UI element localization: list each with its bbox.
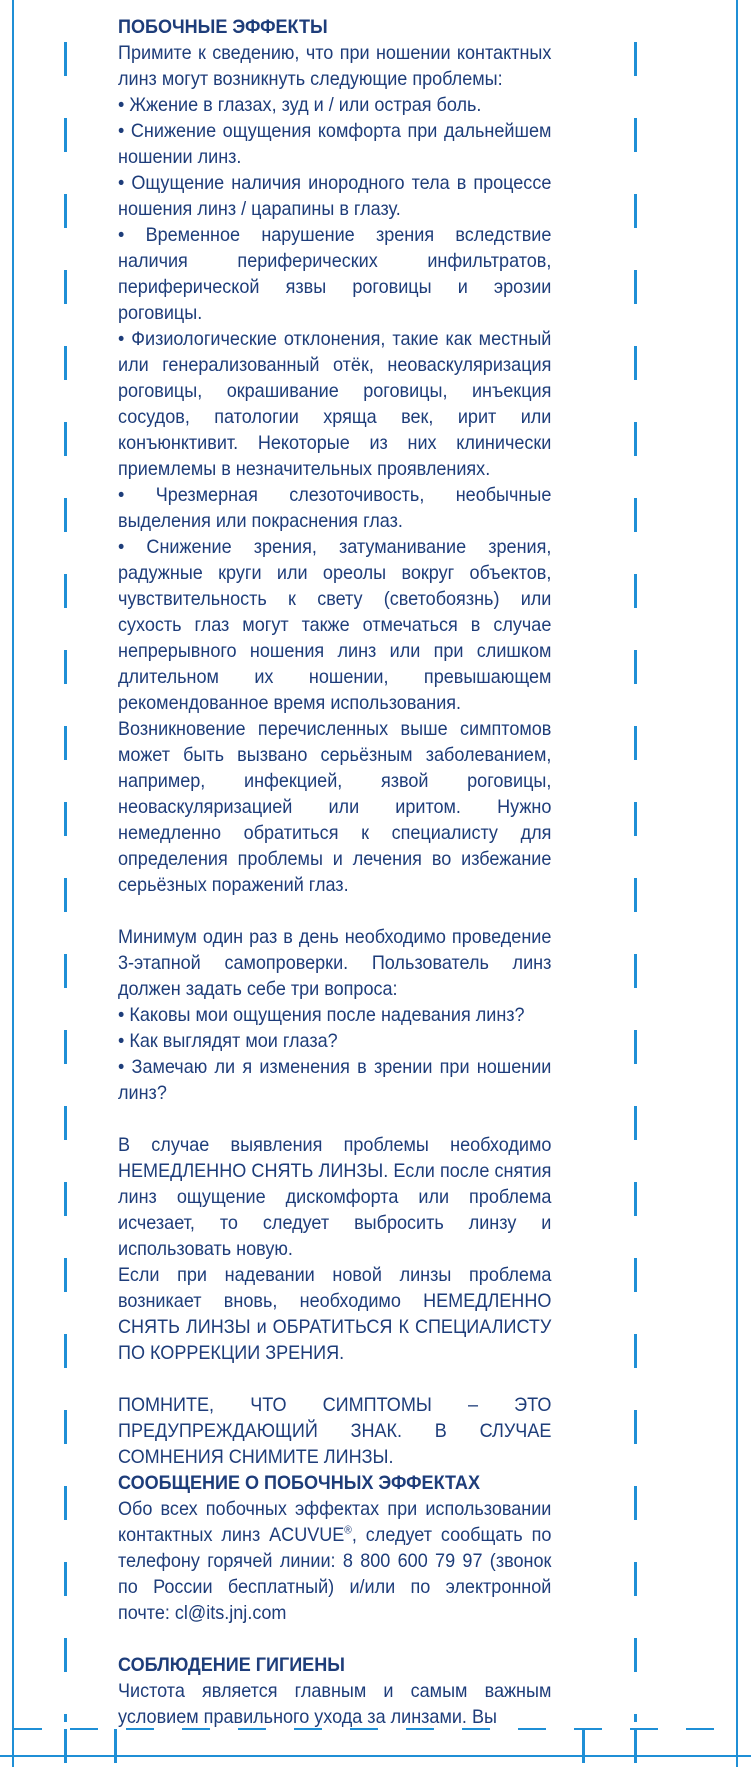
registered-mark: ® <box>344 1524 352 1537</box>
frame-line-left <box>12 0 14 1767</box>
reporting-text <box>118 1496 551 1626</box>
reporting-heading: СООБЩЕНИЕ О ПОБОЧНЫХ ЭФФЕКТАХ <box>118 1472 480 1494</box>
trim-mark <box>114 1729 117 1763</box>
side-effects-heading: ПОБОЧНЫЕ ЭФФЕКТЫ <box>118 16 328 38</box>
self-check-question: • Как выглядят мои глаза? <box>118 1030 338 1052</box>
fold-mark-right-vertical <box>634 42 637 1722</box>
problem-action-paragraph: В случае выявления проблемы необходимо НЕМЕДЛЕННО СНЯТЬ ЛИНЗЫ. Если после снятия линз ощущение дискомфорта или проблема исчезает, то следует выбросить линзу и использовать новую. <box>118 1134 552 1260</box>
side-effect-item: • Жжение в глазах, зуд и / или острая боль. <box>118 94 482 116</box>
fold-mark-left-vertical <box>64 42 67 1722</box>
trim-mark <box>634 1729 637 1763</box>
leaflet-text <box>118 14 551 1730</box>
problem-action-paragraph: Если при надевании новой линзы проблема возникает вновь, необходимо НЕМЕДЛЕННО СНЯТЬ ЛИНЗЫ и ОБРАТИТЬСЯ К СПЕЦИАЛИСТУ ПО КОРРЕКЦИИ ЗРЕНИЯ. <box>118 1264 552 1364</box>
side-effect-item: • Физиологические отклонения, такие как местный или генерализованный отёк, неоваскуляризация роговицы, окрашивание роговицы, инъекция сосудов, патологии хряща век, ирит или конъюнктивит. Некоторые из них клинически приемлемы в незначительных проявлениях. <box>118 328 552 480</box>
reminder-text: ПОМНИТЕ, ЧТО СИМПТОМЫ – ЭТО ПРЕДУПРЕЖДАЮЩИЙ ЗНАК. В СЛУЧАЕ СОМНЕНИЯ СНИМИТЕ ЛИНЗЫ. <box>118 1394 552 1468</box>
side-effect-item: • Временное нарушение зрения вследствие наличия периферических инфильтратов, периферической язвы роговицы и эрозии роговицы. <box>118 224 552 324</box>
spacer <box>118 898 551 924</box>
spacer <box>118 1106 551 1132</box>
side-effect-item: • Ощущение наличия инородного тела в процессе ношения линз / царапины в глазу. <box>118 172 552 220</box>
side-effect-item: • Чрезмерная слезоточивость, необычные выделения или покраснения глаз. <box>118 484 552 532</box>
frame-line-right <box>736 0 738 1767</box>
side-effect-item: • Снижение зрения, затуманивание зрения, радужные круги или ореолы вокруг объектов, чувствительность к свету (светобоязнь) или сухость глаз могут также отмечаться в случае непрерывного ношения линз или при слишком длительном их ношении, превышающем рекомендованное время использования. <box>118 536 552 714</box>
self-check-question: • Каковы мои ощущения после надевания линз? <box>118 1004 525 1026</box>
frame-line-bottom <box>0 1755 751 1757</box>
side-effects-warning: Возникновение перечисленных выше симптомов может быть вызвано серьёзным заболеванием, например, инфекцией, язвой роговицы, неоваскуляризацией или иритом. Нужно немедленно обратиться к специалисту для определения проблемы и лечения во избежание серьёзных поражений глаз. <box>118 718 552 896</box>
hygiene-text: Чистота является главным и самым важным условием правильного ухода за линзами. Вы <box>118 1680 552 1728</box>
hygiene-heading: СОБЛЮДЕНИЕ ГИГИЕНЫ <box>118 1654 345 1676</box>
self-check-intro: Минимум один раз в день необходимо проведение 3-этапной самопроверки. Пользователь линз должен задать себе три вопроса: <box>118 926 552 1000</box>
reporting-text-end: , следует сообщать по телефону горячей линии: 8 800 600 79 97 (звонок по России бесплатный) и/или по электронной почте: cl@its.jnj.com <box>118 1524 552 1624</box>
spacer <box>118 1626 551 1652</box>
trim-mark <box>582 1729 585 1763</box>
side-effect-item: • Снижение ощущения комфорта при дальнейшем ношении линз. <box>118 120 552 168</box>
spacer <box>118 1366 551 1392</box>
self-check-question: • Замечаю ли я изменения в зрении при ношении линз? <box>118 1056 552 1104</box>
reporting-text-start: Обо всех побочных эффектах при использовании контактных линз ACUVUE <box>118 1498 552 1546</box>
trim-mark <box>64 1729 67 1763</box>
side-effects-intro: Примите к сведению, что при ношении контактных линз могут возникнуть следующие проблемы: <box>118 42 552 90</box>
